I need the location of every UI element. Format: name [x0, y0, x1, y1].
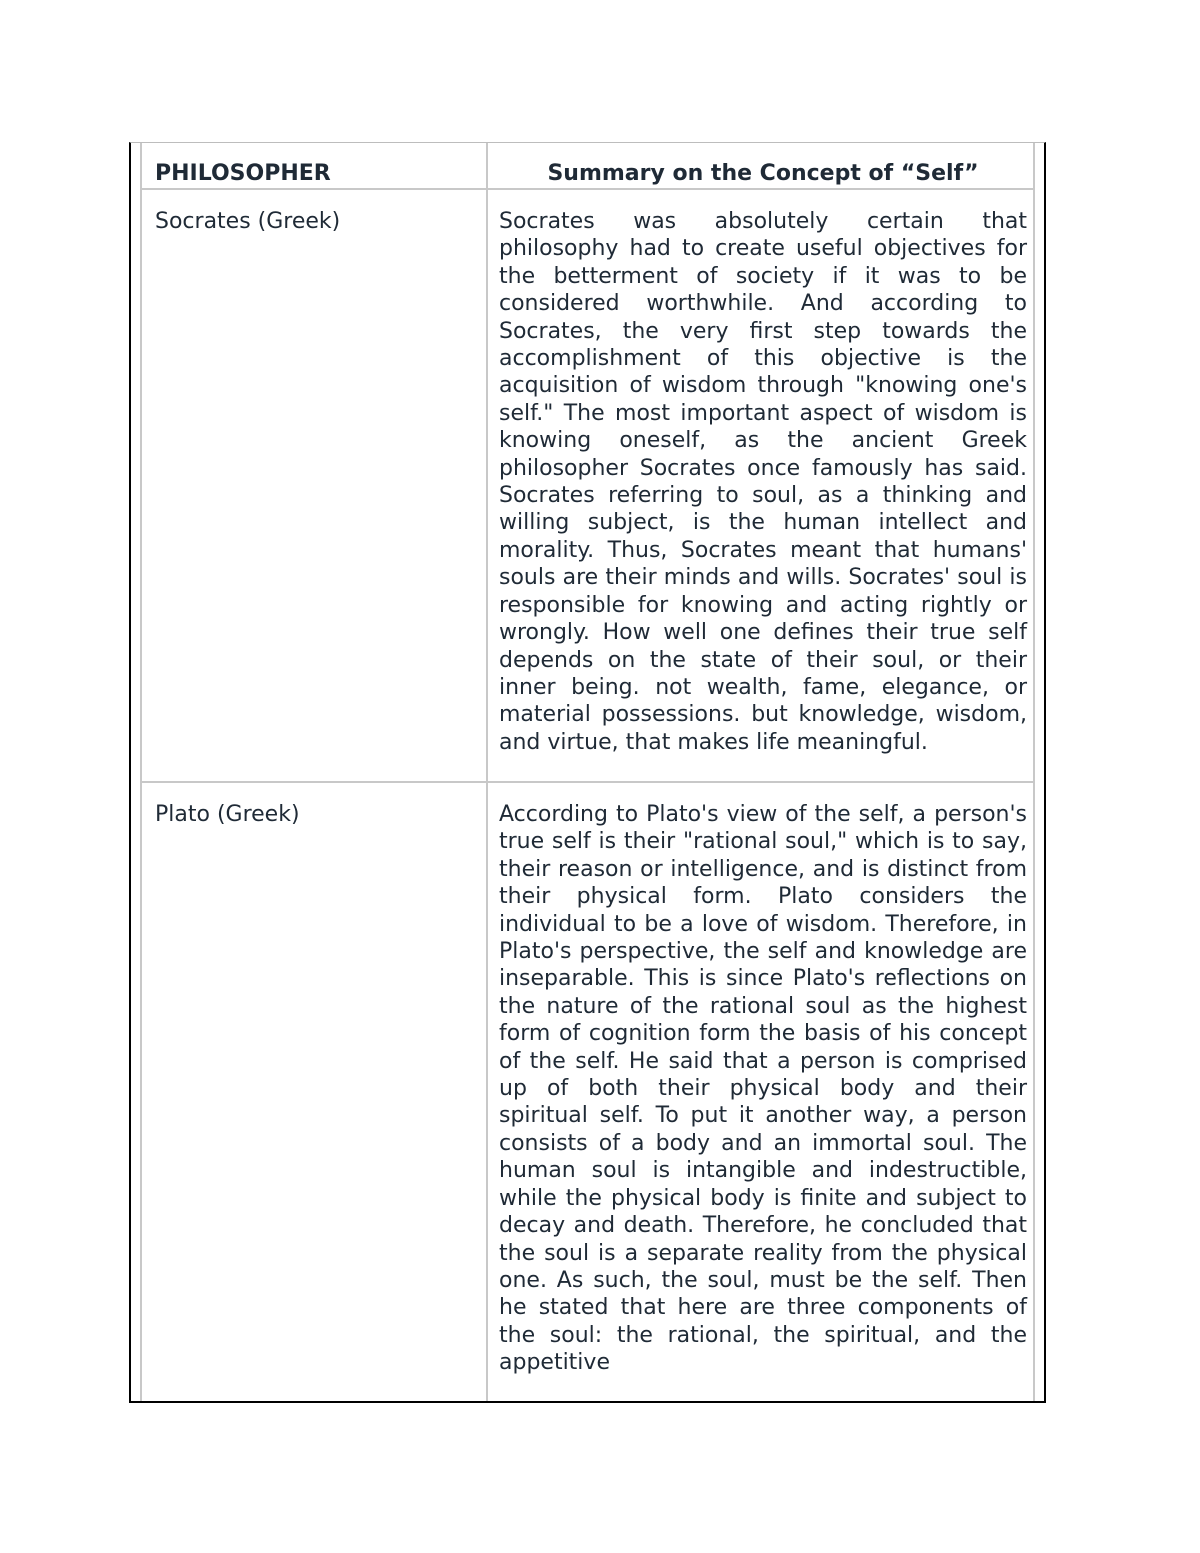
philosopher-table: [129, 142, 1046, 1403]
table-inner: [140, 143, 1035, 1401]
column-divider: [486, 190, 488, 781]
column-divider: [486, 783, 488, 1403]
philosopher-name: Socrates (Greek): [155, 209, 341, 234]
philosopher-name: Plato (Greek): [155, 802, 300, 827]
column-divider: [486, 143, 488, 188]
header-summary: Summary on the Concept of “Self”: [547, 161, 979, 186]
table-row: [142, 190, 1033, 783]
philosopher-summary: According to Plato's view of the self, a person's true self is their "rational soul," which is to say, their reason or intelligence, and is distinct from their physical form. Plato considers the individual to be a love of wisdom. Therefore, in Plato's perspective, the self and knowledge are inseparable. This is since Plato's reflections on the nature of the rational soul as the highest form of cognition form the basis of his concept of the self. He said that a person is comprised up of both their physical body and their spiritual self. To put it another way, a person consists of a body and an immortal soul. The human soul is intangible and indestructible, while the physical body is finite and subject to decay and death. Therefore, he concluded that the soul is a separate reality from the physical one. As such, the soul, must be the self. Then he stated that here are three components of the soul: the rational, the spiritual, and the appetitive: [499, 802, 1027, 1376]
philosopher-summary: Socrates was absolutely certain that philosophy had to create useful objectives for the betterment of society if it was to be considered worthwhile. And according to Socrates, the very first step towards the accomplishment of this objective is the acquisition of wisdom through "knowing one's self." The most important aspect of wisdom is knowing oneself, as the ancient Greek philosopher Socrates once famously has said. Socrates referring to soul, as a thinking and willing subject, is the human intellect and morality. Thus, Socrates meant that humans' souls are their minds and wills. Socrates' soul is responsible for knowing and acting rightly or wrongly. How well one defines their true self depends on the state of their soul, or their inner being. not wealth, fame, elegance, or material possessions. but knowledge, wisdom, and virtue, that makes life meaningful.: [499, 209, 1027, 755]
table-header-row: [142, 143, 1033, 190]
table-row: [142, 783, 1033, 1403]
header-philosopher: PHILOSOPHER: [155, 161, 331, 186]
